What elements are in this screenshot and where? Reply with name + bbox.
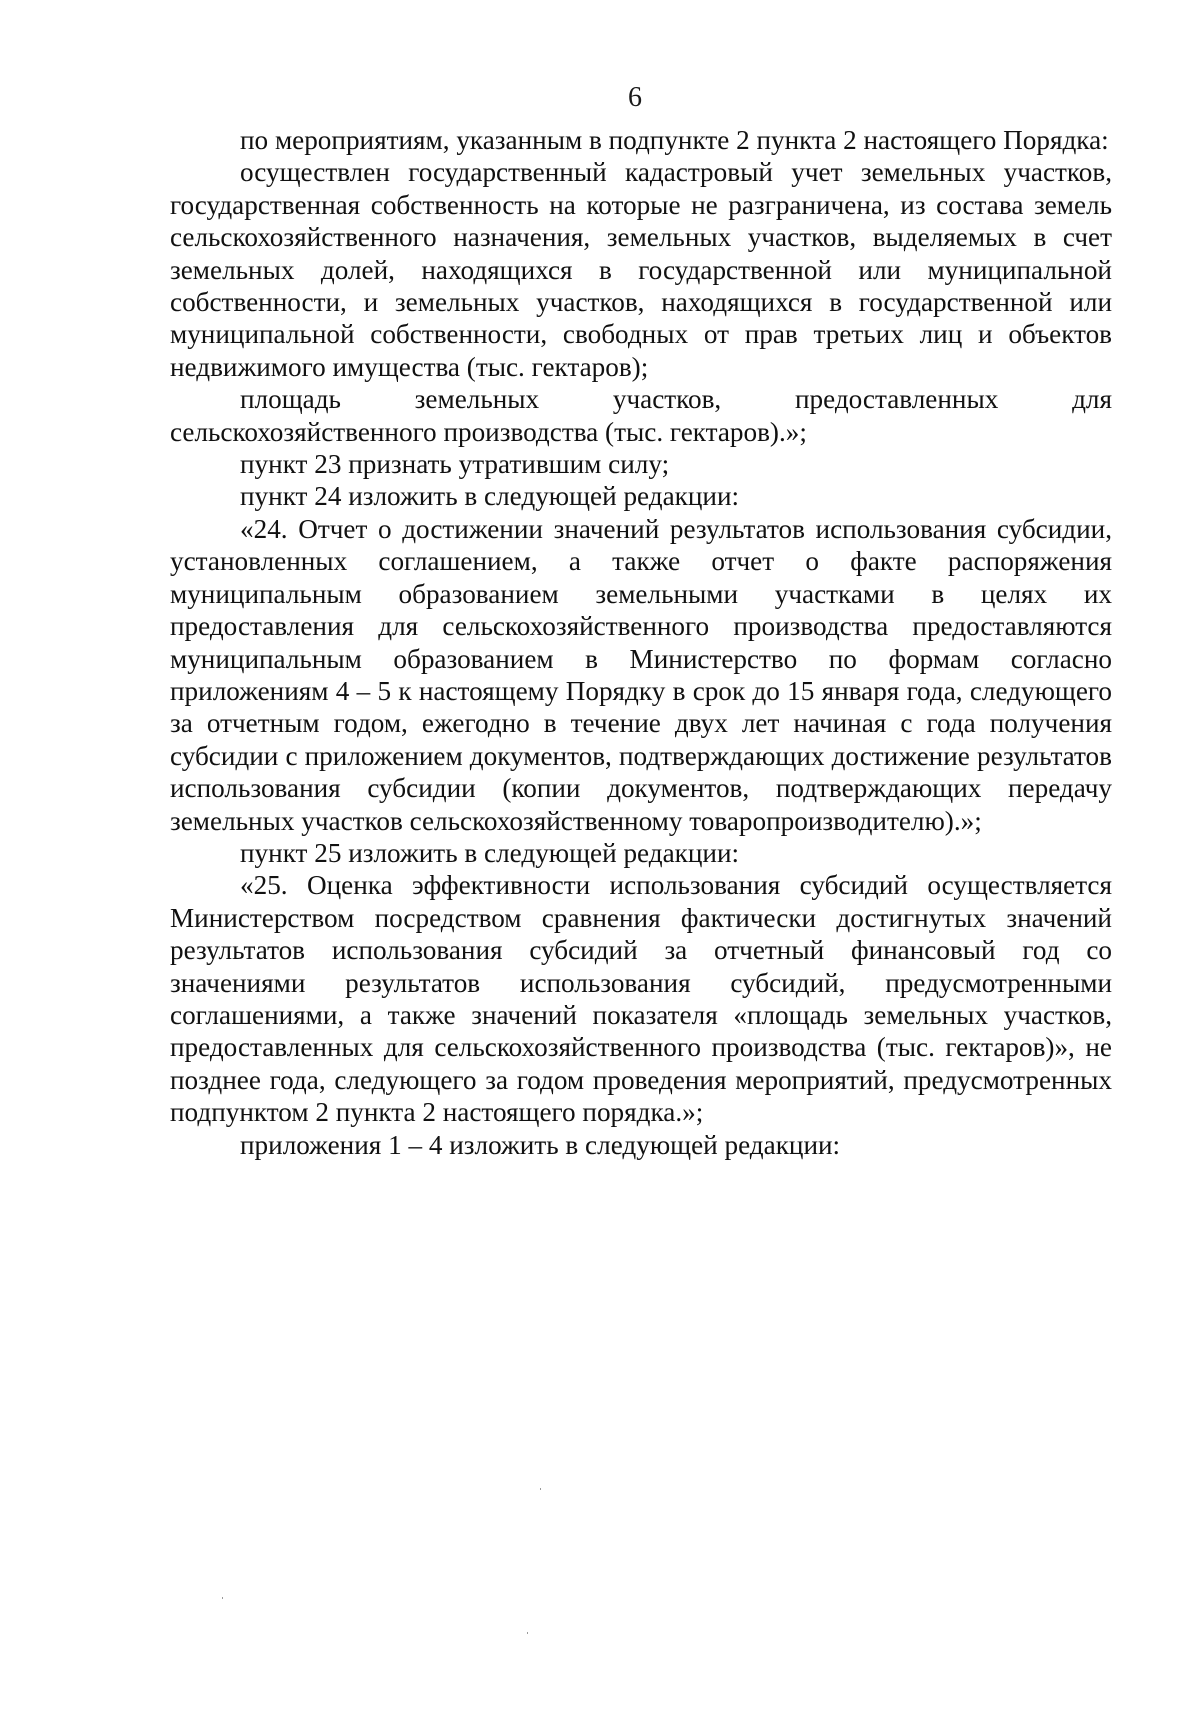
scan-speck [222,1597,223,1599]
paragraph: «25. Оценка эффективности использования субсидий осуществляется Министерством посредством сравнения фактически достигнутых значений результатов использования субсидий за отчетный финансовый год со значениями результатов использования субсидий, предусмотренными соглашениями, а также значений показателя «площадь земельных участков, предоставленных для сельскохозяйственного производства (тыс. гектаров)», не позднее года, следующего за годом проведения мероприятий, предусмотренных подпунктом 2 пункта 2 настоящего порядка.»; [170,870,1112,1128]
document-body [170,124,1112,1161]
paragraph: пункт 25 изложить в следующей редакции: [240,837,740,868]
paragraph: «24. Отчет о достижении значений результатов использования субсидии, установленных соглашением, а также отчет о факте распоряжения муниципальным образованием земельными участками в целях их предоставления для сельскохозяйственного производства предоставляются муниципальным образованием в Министерство по формам согласно приложениям 4 – 5 к настоящему Порядку в срок до 15 января года, следующего за отчетным годом, ежегодно в течение двух лет начиная с года получения субсидии с приложением документов, подтверждающих достижение результатов использования субсидии (копии документов, подтверждающих передачу земельных участков сельскохозяйственному товаропроизводителю).»; [170,513,1112,836]
scan-speck [540,1488,541,1490]
paragraph: по мероприятиям, указанным в подпункте 2 пункта 2 настоящего Порядка: [240,125,1109,155]
paragraph: осуществлен государственный кадастровый учет земельных участков, государственная собственность на которые не разграничена, из состава земель сельскохозяйственного назначения, земельных участков, выделяемых в счет земельных долей, находящихся в государственной или муниципальной собственности, и земельных участков, находящихся в государственной или муниципальной собственности, свободных от прав третьих лиц и объектов недвижимого имущества (тыс. гектаров); [170,157,1112,382]
paragraph: пункт 23 признать утратившим силу; [240,449,670,480]
scan-speck [527,1632,528,1634]
paragraph: площадь земельных участков, предоставленных для сельскохозяйственного производства (тыс. гектаров).»; [170,384,1112,447]
paragraph: приложения 1 – 4 изложить в следующей редакции: [240,1129,841,1160]
paragraph: пункт 24 изложить в следующей редакции: [240,481,740,512]
page-number: 6 [628,82,642,113]
